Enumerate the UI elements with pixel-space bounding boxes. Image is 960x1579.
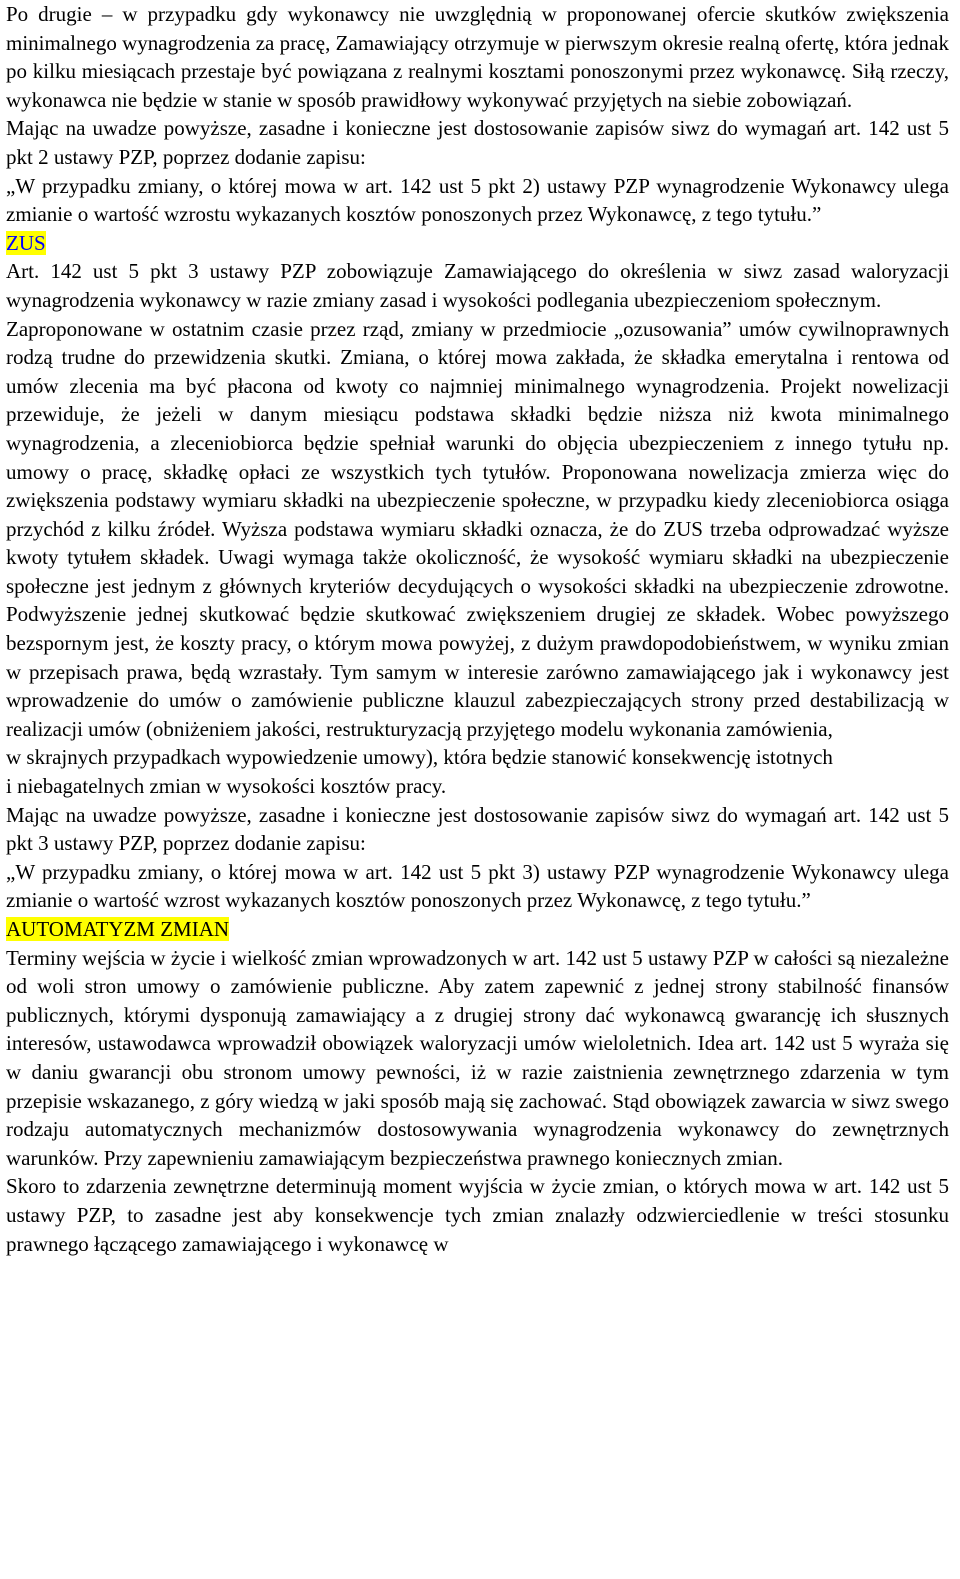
heading-automatyzm-line [6, 915, 949, 944]
paragraph-drugie: Po drugie – w przypadku gdy wykonawcy nie uwzględnią w proponowanej ofercie skutków zwiększenia minimalnego wynagrodzenia za pracę, Zamawiający otrzymuje w pierwszym okresie realną ofertę, która jednak po kilku miesiącach przestaje być powiązana z realnymi kosztami ponoszonymi przez wykonawcę. Siłą rzeczy, wykonawca nie będzie w stanie w sposób prawidłowy wykonywać przyjętych na siebie zobowiązań. [6, 2, 949, 112]
paragraph-skrajne: w skrajnych przypadkach wypowiedzenie umowy), która będzie stanowić konsekwencję istotnych [6, 745, 833, 770]
heading-zus-line [6, 229, 949, 258]
document-body [6, 0, 949, 1258]
paragraph-zapis-1: „W przypadku zmiany, o której mowa w art. 142 ust 5 pkt 2) ustawy PZP wynagrodzenie Wykonawcy ulega zmianie o wartość wzrostu wykazanych kosztów ponoszonych przez Wykonawcę, z tego tytułu.” [6, 173, 949, 227]
paragraph-skoro: Skoro to zdarzenia zewnętrzne determinują moment wyjścia w życie zmian, o których mowa w art. 142 ust 5 ustawy PZP, to zasadne jest aby konsekwencje tych zmian znalazły odzwierciedlenie w treści stosunku prawnego łączącego zamawiającego i wykonawcę w [6, 1174, 949, 1256]
paragraph-majac-2: Mając na uwadze powyższe, zasadne i konieczne jest dostosowanie zapisów siwz do wymagań art. 142 ust 5 pkt 3 ustawy PZP, poprzez dodanie zapisu: [6, 802, 949, 856]
paragraph-ozusowanie: Zaproponowane w ostatnim czasie przez rząd, zmiany w przedmiocie „ozusowania” umów cywilnoprawnych rodzą trudne do przewidzenia skutki. Zmiana, o której mowa zakłada, że składka emerytalna i rentowa od umów zlecenia ma być płacona od kwoty co najmniej minimalnego wynagrodzenia. Projekt nowelizacji przewiduje, że jeżeli w danym miesiącu podstawa składki będzie niższa niż kwota minimalnego wynagrodzenia, a zleceniobiorca będzie spełniał warunki do objęcia ubezpieczeniem z innego tytułu np. umowy o pracę, składkę opłaci ze wszystkich tych tytułów. Proponowana nowelizacja zmierza więc do zwiększenia podstawy wymiaru składki na ubezpieczenie społeczne, w przypadku kiedy zleceniobiorca osiąga przychód z kilku źródeł. Wyższa podstawa wymiaru składki oznacza, że do ZUS trzeba odprowadzać wyższe kwoty tytułem składek. Uwagi wymaga także okoliczność, że wysokość wymiaru składki na ubezpieczenie społeczne jest jednym z głównych kryteriów decydujących o wysokości składki na ubezpieczenie zdrowotne. Podwyższenie jednej skutkować będzie skutkować zwiększeniem drugiej ze składek. Wobec powyższego bezspornym jest, że koszty pracy, o którym mowa powyżej, z dużym prawdopodobieństwem, w wyniku zmian w przepisach prawa, będą wzrastały. Tym samym w interesie zarówno zamawiającego jak i wykonawcy jest wprowadzenie do umów o zamówienie publiczne klauzul zabezpieczających strony przed destabilizacją w realizacji umów (obniżeniem jakości, restrukturyzacją przyjętego modelu wykonania zamówienia, [6, 316, 949, 741]
paragraph-terminy: Terminy wejścia w życie i wielkość zmian wprowadzonych w art. 142 ust 5 ustawy PZP w całości są niezależne od woli stron umowy o zamówienie publiczne. Aby zatem zapewnić z jednej strony stabilność finansów publicznych, którymi dysponują zamawiający a z drugiej strony dać wykonawcą gwarancję ich słusznych interesów, ustawodawca wprowadził obowiązek waloryzacji umów wieloletnich. Idea art. 142 ust 5 wyraża się w daniu gwarancji obu stronom umowy pewności, iż w razie zaistnienia zewnętrznego zdarzenia w tym przepisie wskazanego, z góry wiedzą w jaki sposób mają się zachować. Stąd obowiązek zawarcia w siwz swego rodzaju automatycznych mechanizmów dostosowywania wynagrodzenia wykonawcy do zewnętrznych warunków. Przy zapewnieniu zamawiającym bezpieczeństwa prawnego koniecznych zmian. [6, 945, 949, 1170]
heading-automatyzm: AUTOMATYZM ZMIAN [6, 917, 230, 941]
paragraph-niebagatelne: i niebagatelnych zmian w wysokości kosztów pracy. [6, 774, 447, 799]
paragraph-art-142: Art. 142 ust 5 pkt 3 ustawy PZP zobowiązuje Zamawiającego do określenia w siwz zasad waloryzacji wynagrodzenia wykonawcy w razie zmiany zasad i wysokości podlegania ubezpieczeniom społecznym. [6, 259, 949, 312]
heading-zus: ZUS [6, 230, 46, 255]
paragraph-zapis-2: „W przypadku zmiany, o której mowa w art. 142 ust 5 pkt 3) ustawy PZP wynagrodzenie Wykonawcy ulega zmianie o wartość wzrost wykazanych kosztów ponoszonych przez Wykonawcę, z tego tytułu.” [6, 859, 949, 913]
paragraph-majac-1: Mając na uwadze powyższe, zasadne i konieczne jest dostosowanie zapisów siwz do wymagań art. 142 ust 5 pkt 2 ustawy PZP, poprzez dodanie zapisu: [6, 116, 949, 169]
